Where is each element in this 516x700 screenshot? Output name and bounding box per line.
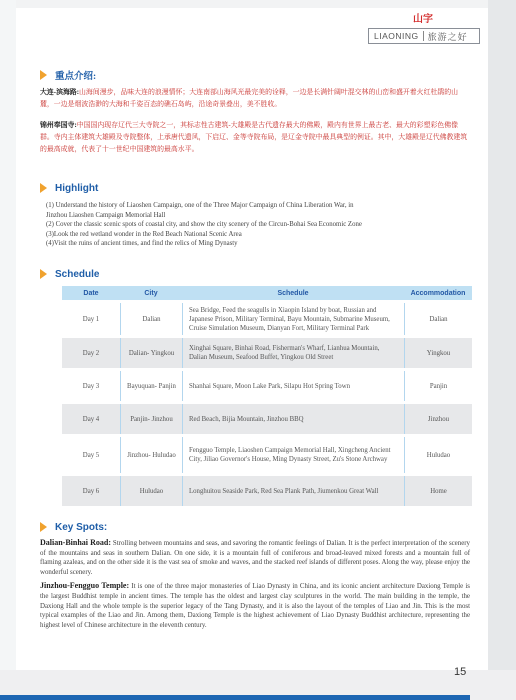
page-number: 15 (454, 666, 467, 678)
intro-heading: 重点介绍: (55, 72, 97, 82)
intro-jinzhou-name: 锦州奉国寺: (40, 122, 77, 129)
cell-schedule: Longhuitou Seaside Park, Red Sea Plank Path, Jiumenkou Great Wall (182, 476, 404, 506)
highlight-line: (1) Understand the history of Liaoshen Campaign, one of the Three Major Campaign of China Liberation War, in (46, 202, 354, 209)
table-row (62, 404, 472, 434)
table-row (62, 476, 472, 506)
triangle-bullet-icon (40, 70, 47, 80)
keyspot-dalian-paragraph (40, 538, 470, 577)
right-margin-band (488, 0, 516, 700)
intro-jinzhou-paragraph (40, 120, 470, 156)
cell-date: Day 3 (62, 371, 120, 401)
cell-schedule: Red Beach, Bijia Mountain, Jinzhou BBQ (182, 404, 404, 434)
schedule-heading: Schedule (55, 268, 100, 280)
cell-date: Day 5 (62, 437, 120, 473)
brand-en: LIAONING (374, 31, 419, 41)
keyspot-dalian-name: Dalian-Binhai Road: (40, 538, 112, 547)
cell-date: Day 6 (62, 476, 120, 506)
keyspot-jinzhou-name: Jinzhou-Fengguo Temple: (40, 581, 130, 591)
keyspot-dalian-text: Strolling between mountains and seas, and savoring the romantic feelings of Dalian. It is the perfect interpretation of the scenery of the mountains and seas in southern Dalian. On one side, it is a mountain full of coniferous and broad-leaved mixed forests and a mountain full of flaming azaleas, and on the other side it is the vast sea of smoke and waves, and the stacked reef islands of different poses. Along the way, please enjoy the wonderful scenery. (40, 540, 470, 576)
cell-schedule: Shanhai Square, Moon Lake Park, Silapu Hot Spring Town (182, 371, 404, 401)
keyspot-jinzhou-text: It is one of the three major monasteries of Liao Dynasty in China, and its iconic ancient architecture Daxiong Temple is the largest Buddhist temple in ancient times. The temple has the oldest and largest clay sculptures in the world. The main building in the temple, the Daxiong Hall and the whole temple is the superior legacy of the Tang Dynasty, and it is also the layout of the temples of Liao and Jin. This is the most typical examples of the Liao and Jin. Among them, Daxiong Temple is the highest achievement of Liao Dynasty Buddhist architecture, representing the highest level of Chinese architecture in the eleventh century. (40, 583, 470, 629)
cell-accommodation: Dalian (404, 303, 472, 335)
cell-city: Huludao (120, 476, 182, 506)
table-row (62, 303, 472, 335)
table-row (62, 371, 472, 401)
keyspots-section (40, 520, 470, 630)
cell-schedule: Fengguo Temple, Liaoshen Campaign Memorial Hall, Xingcheng Ancient City, Jiliao Governor's House, Ming Dynasty Street, Zu's Stone Archway (182, 437, 404, 473)
brand-cn: 旅游之好 (427, 31, 468, 42)
cell-city: Jinzhou- Huludao (120, 437, 182, 473)
table-row (62, 338, 472, 368)
brand-box (368, 28, 480, 44)
footer-blue-stripe (0, 695, 470, 700)
highlight-line: Jinzhou Liaoshen Campaign Memorial Hall (46, 211, 166, 219)
left-margin-band (0, 0, 16, 700)
cell-schedule: Sea Bridge, Feed the seagulls in Xiaopin Island by boat, Russian and Japanese Prison, Military Terminal, Bayu Mountain, Submarine Museum, Cruise Simulation Museum, Dianyan Fort, Military Terminal Park (182, 303, 404, 335)
cell-date: Day 2 (62, 338, 120, 368)
triangle-bullet-icon (40, 269, 47, 279)
cell-accommodation: Yingkou (404, 338, 472, 368)
highlight-line: (2) Cover the classic scenic spots of coastal city, and show the city scenery of the Circun-Bohai Sea Economic Zone (46, 221, 362, 229)
cell-city: Bayuquan- Panjin (120, 371, 182, 401)
top-rule (16, 0, 516, 8)
brand-logo (368, 14, 480, 48)
cell-accommodation: Panjin (404, 371, 472, 401)
keyspot-jinzhou-paragraph (40, 581, 470, 630)
triangle-bullet-icon (40, 183, 47, 193)
col-header-schedule: Schedule (182, 286, 404, 300)
highlight-list (46, 201, 470, 249)
cell-schedule: Xinghai Square, Binhai Road, Fisherman's Wharf, Lianhua Mountain, Dalian Museum, Seafood Buffet, Yingkou Old Street (182, 338, 404, 368)
cell-date: Day 1 (62, 303, 120, 335)
cell-date: Day 4 (62, 404, 120, 434)
intro-dalian-text: 山海间漫步，品味大连的浪漫情怀；大连南部山海风光最完美的诠释，一边是长满针阔叶混交林的山峦和盛开着火红杜鹃的山麓，一边是烟波浩渺的大海和千姿百态的礁石岛屿，沿途奇景叠出，美不胜收。 (40, 89, 459, 108)
intro-dalian-name: 大连-滨海路: (40, 89, 80, 96)
table-row (62, 437, 472, 473)
highlight-line: (3)Look the red wetland wonder in the Red Beach National Scenic Area (46, 230, 242, 238)
schedule-heading-row (40, 267, 470, 281)
intro-dalian-paragraph (40, 87, 470, 111)
schedule-table (62, 286, 472, 506)
schedule-section (40, 267, 470, 506)
col-header-city: City (120, 286, 182, 300)
keyspots-heading-row (40, 520, 470, 534)
highlight-line: (4)Visit the ruins of ancient times, and find the relics of Ming Dynasty (46, 240, 238, 248)
schedule-header-row (62, 286, 472, 300)
highlight-section (40, 181, 470, 249)
col-header-accommodation: Accommodation (404, 286, 472, 300)
brand-seal: 山字 (413, 14, 433, 25)
cell-accommodation: Huludao (404, 437, 472, 473)
cell-accommodation: Home (404, 476, 472, 506)
highlight-heading-row (40, 181, 470, 195)
cell-city: Panjin- Jinzhou (120, 404, 182, 434)
intro-heading-row (40, 68, 470, 82)
intro-section (40, 68, 470, 156)
triangle-bullet-icon (40, 522, 47, 532)
cell-city: Dalian (120, 303, 182, 335)
cell-city: Dalian- Yingkou (120, 338, 182, 368)
cell-accommodation: Jinzhou (404, 404, 472, 434)
intro-jinzhou-text: 中国国内现存辽代三大寺院之一，其标志性古建筑-大雄殿是古代遗存最大的佛殿，殿内有世界上最古老、最大的彩塑彩色佛像群。寺内主体建筑大雄殿及寺院整体，上承唐代遗风，下启辽、金等寺院布局，是辽金寺院中最具典型的例证。其中，大雄殿是辽代佛教建筑的最高成就，代表了十一世纪中国建筑的最高水平。 (40, 122, 468, 153)
keyspots-heading: Key Spots: (55, 521, 108, 533)
col-header-date: Date (62, 286, 120, 300)
highlight-heading: Highlight (55, 182, 99, 194)
